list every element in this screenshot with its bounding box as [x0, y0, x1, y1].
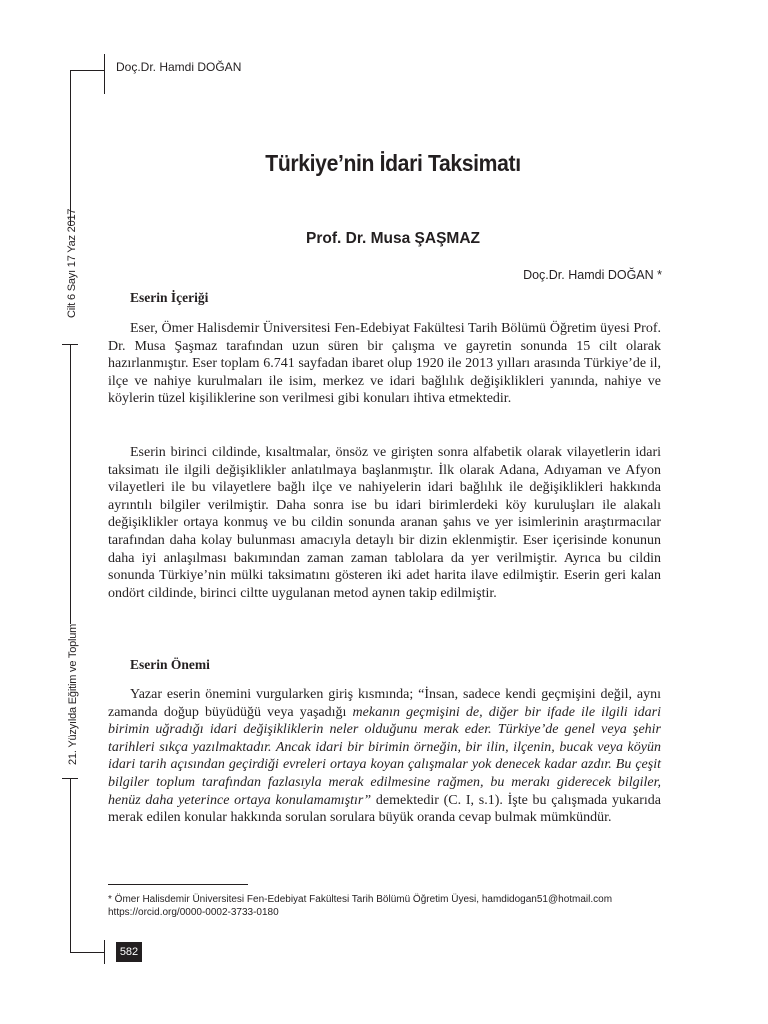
margin-bracket-top: [104, 54, 105, 94]
journal-name-label: 21. Yüzyılda Eğitim ve Toplum: [67, 623, 79, 765]
footnote-affiliation: * Ömer Halisdemir Üniversitesi Fen-Edebiyat Fakültesi Tarih Bölümü Öğretim Üyesi, hamdidogan51@hotmail.com: [108, 894, 613, 905]
paragraph: [108, 686, 661, 827]
section-importance-paragraph: [108, 686, 661, 827]
margin-bracket-middle: [70, 344, 71, 624]
paragraph: Eser, Ömer Halisdemir Üniversitesi Fen-Edebiyat Fakültesi Tarih Bölümü Öğretim üyesi Prof. Dr. Musa Şaşmaz tarafından uzun süren bir çalışma ve gayretin sonunda 15 cilt olarak hazırlanmıştır. Eser toplam 6.741 sayfadan ibaret olup 1920 ile 2013 yılları arasında Türkiye’de il, ilçe ve nahiye kurulmaları ile isim, merkez ve idari bağlılık değişiklikleri yanında, nahiye ve köylerin tüzel kişiliklerine son verilmesi gibi konuları ihtiva etmektedir.: [108, 321, 661, 407]
paragraph: Eserin birinci cildinde, kısaltmalar, önsöz ve girişten sonra alfabetik olarak vilayetlerin idari taksimatı ile ilgili değişiklikler anlatılmaya başlanmıştır. İlk olarak Adana, Adıyaman ve Afyon vilayetleri ile bu vilayetlere bağlı ilçe ve nahiyelerin idari bağlılık ile değişiklikleri hakkında ayrıntılı bilgiler verilmiştir. Daha sonra ise bu idari birimlerdeki köy kuruluşları ile alakalı değişiklikler ortaya konmuş ve bu cildin sonunda aranan şahıs ve yer isimlerinin araştırmacılar tarafından daha kolay bulunması amacıyla detaylı bir dizin eklenmiştir. Eser içerisinde konunun daha iyi anlaşılması bakımından zaman zaman tablolara da yer verilmiştir. Ayrıca bu cildin sonunda Türkiye’nin mülki taksimatını gösteren iki adet harita ilave edilmiştir. Eserin geri kalan ondört cildinde, birinci ciltte uygulanan metod aynen takip edilmiştir.: [108, 445, 661, 601]
margin-bracket-bottom-tick: [70, 952, 105, 953]
paragraph-start: Yazar eserin önemini vurgularken giriş kısmında; “İnsan, sadece kendi geçmişini değil, aynı zamanda doğup büyüdüğü veya yaşadığı: [108, 687, 661, 720]
running-head: Doç.Dr. Hamdi DOĞAN: [116, 60, 242, 74]
footnote-orcid: https://orcid.org/0000-0002-3733-0180: [108, 907, 279, 918]
section-heading-content: Eserin İçeriği: [130, 290, 209, 305]
section-content-paragraph-2: [108, 444, 661, 602]
section-heading-importance: Eserin Önemi: [130, 657, 210, 672]
section-content-paragraph-1: [108, 320, 661, 408]
margin-bracket-top-tick: [70, 70, 105, 71]
page-title: Türkiye’nin İdari Taksimatı: [265, 150, 521, 176]
paragraph-end: demektedir (C. I, s.1). İşte bu çalışmada yukarıda merak edilen konular hakkında sorulan sorulara büyük oranda cevap bulmak mümkündür.: [108, 792, 661, 826]
page-number: 582: [116, 942, 142, 962]
journal-issue-label: Cilt 6 Sayı 17 Yaz 2017: [66, 208, 78, 318]
margin-bracket-upper: [70, 70, 71, 225]
quoted-italic-text: mekanın geçmişini de, diğer bir ifade ile ilgili idari birimin uğradığı idari değişikliklerin neler olduğunu merak eder. Türkiye’de genel veya şehir tarihleri sıkça yazılmaktadır. Ancak idari bir birimin örneğin, bir ilin, ilçenin, bucak veya köyün idari tarih açısından geçirdiği evreleri ortaya koyan çalışmalar yok denecek kadar azdır. Bu çeşit bilgiler toplum tarafından fazlasıyla merak edilmesine rağmen, bu merakı giderecek bilgiler, henüz daha yeterince ortaya konulamamıştır”: [108, 704, 661, 808]
book-author: Prof. Dr. Musa ŞAŞMAZ: [306, 230, 480, 247]
footnote-rule: [108, 884, 248, 885]
footnote: [108, 893, 668, 919]
margin-bracket-bottom: [104, 940, 105, 964]
margin-bracket-lower: [70, 778, 71, 952]
reviewer-name: Doç.Dr. Hamdi DOĞAN *: [523, 268, 662, 282]
